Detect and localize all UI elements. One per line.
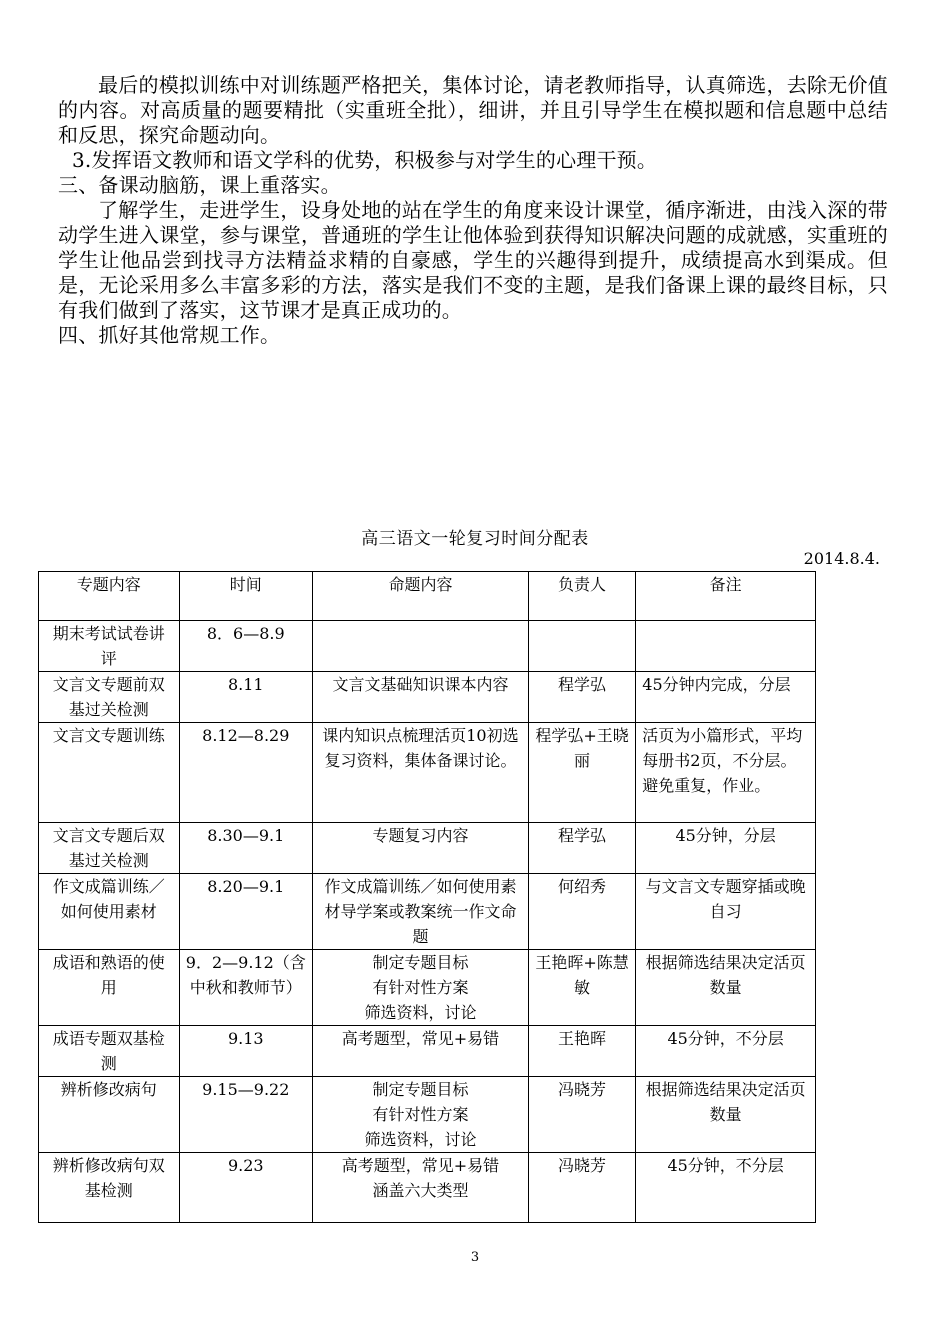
heading-section-4: 四、抓好其他常规工作。 [58,323,281,347]
cell-content: 作文成篇训练／如何使用素材导学案或教案统一作文命题 [313,874,529,950]
table-row [39,1077,816,1153]
cell-topic: 期末考试试卷讲评 [39,621,180,672]
cell-notes: 45分钟，分层 [636,823,816,874]
cell-owner: 冯晓芳 [528,1077,635,1153]
header-notes: 备注 [636,572,816,621]
cell-content: 高考题型，常见+易错 涵盖六大类型 [313,1153,529,1223]
cell-content [313,621,529,672]
table-row [39,621,816,672]
table-row [39,950,816,1026]
schedule-table [38,571,816,1223]
paragraph-point-3: 3.发挥语文教师和语文学科的优势，积极参与对学生的心理干预。 [72,148,658,172]
cell-topic: 辨析修改病句双基检测 [39,1153,180,1223]
table-date: 2014.8.4. [803,549,880,568]
cell-notes [636,621,816,672]
cell-topic: 成语专题双基检测 [39,1026,180,1077]
cell-owner: 王艳晖 [528,1026,635,1077]
cell-notes: 45分钟内完成，分层 [636,672,816,723]
cell-notes: 根据筛选结果决定活页数量 [636,950,816,1026]
cell-topic: 文言文专题前双基过关检测 [39,672,180,723]
table-header-row [39,572,816,621]
cell-time: 9.13 [179,1026,313,1077]
cell-owner: 程学弘 [528,672,635,723]
cell-notes: 45分钟，不分层 [636,1026,816,1077]
header-time: 时间 [179,572,313,621]
cell-content: 制定专题目标 有针对性方案 筛选资料，讨论 [313,1077,529,1153]
heading-section-3: 三、备课动脑筋，课上重落实。 [58,173,341,197]
cell-time: 8.30—9.1 [179,823,313,874]
cell-topic: 文言文专题训练 [39,723,180,823]
page-number: 3 [470,1250,480,1265]
cell-topic: 文言文专题后双基过关检测 [39,823,180,874]
cell-time: 8.12—8.29 [179,723,313,823]
cell-owner: 程学弘+王晓丽 [528,723,635,823]
header-content: 命题内容 [313,572,529,621]
cell-time: 8.20—9.1 [179,874,313,950]
table-title: 高三语文一轮复习时间分配表 [361,529,589,549]
paragraph-understand-students: 了解学生，走进学生，设身处地的站在学生的角度来设计课堂，循序渐进，由浅入深的带动学生进入课堂，参与课堂，普通班的学生让他体验到获得知识解决问题的成就感，实重班的学生让他品尝到找寻方法精益求精的自豪感，学生的兴趣得到提升，成绩提高水到渠成。但是，无论采用多么丰富多彩的方法，落实是我们不变的主题，是我们备课上课的最终目标，只有我们做到了落实，这节课才是真正成功的。 [58,198,888,322]
cell-topic: 作文成篇训练／如何使用素材 [39,874,180,950]
cell-owner: 何绍秀 [528,874,635,950]
cell-content: 专题复习内容 [313,823,529,874]
header-topic: 专题内容 [39,572,180,621]
header-owner: 负责人 [528,572,635,621]
cell-owner: 王艳晖+陈慧敏 [528,950,635,1026]
cell-notes: 根据筛选结果决定活页数量 [636,1077,816,1153]
table-row [39,1153,816,1223]
cell-owner [528,621,635,672]
paragraph-simulation-training: 最后的模拟训练中对训练题严格把关，集体讨论，请老教师指导，认真筛选，去除无价值的内容。对高质量的题要精批（实重班全批），细讲，并且引导学生在模拟题和信息题中总结和反思，探究命题动向。 [58,73,888,147]
cell-time: 8.11 [179,672,313,723]
cell-time: 9.23 [179,1153,313,1223]
cell-content: 课内知识点梳理活页10初选复习资料，集体备课讨论。 [313,723,529,823]
cell-owner: 冯晓芳 [528,1153,635,1223]
table-row [39,723,816,823]
table-row [39,874,816,950]
cell-content: 制定专题目标 有针对性方案 筛选资料，讨论 [313,950,529,1026]
table-row [39,672,816,723]
cell-notes: 活页为小篇形式，平均每册书2页，不分层。避免重复，作业。 [636,723,816,823]
cell-topic: 成语和熟语的使用 [39,950,180,1026]
cell-owner: 程学弘 [528,823,635,874]
cell-time: 8．6—8.9 [179,621,313,672]
cell-content: 文言文基础知识课本内容 [313,672,529,723]
cell-topic: 辨析修改病句 [39,1077,180,1153]
cell-notes: 45分钟，不分层 [636,1153,816,1223]
table-row [39,823,816,874]
cell-time: 9.15—9.22 [179,1077,313,1153]
cell-content: 高考题型，常见+易错 [313,1026,529,1077]
table-row [39,1026,816,1077]
cell-notes: 与文言文专题穿插或晚自习 [636,874,816,950]
cell-time: 9．2—9.12（含中秋和教师节） [179,950,313,1026]
